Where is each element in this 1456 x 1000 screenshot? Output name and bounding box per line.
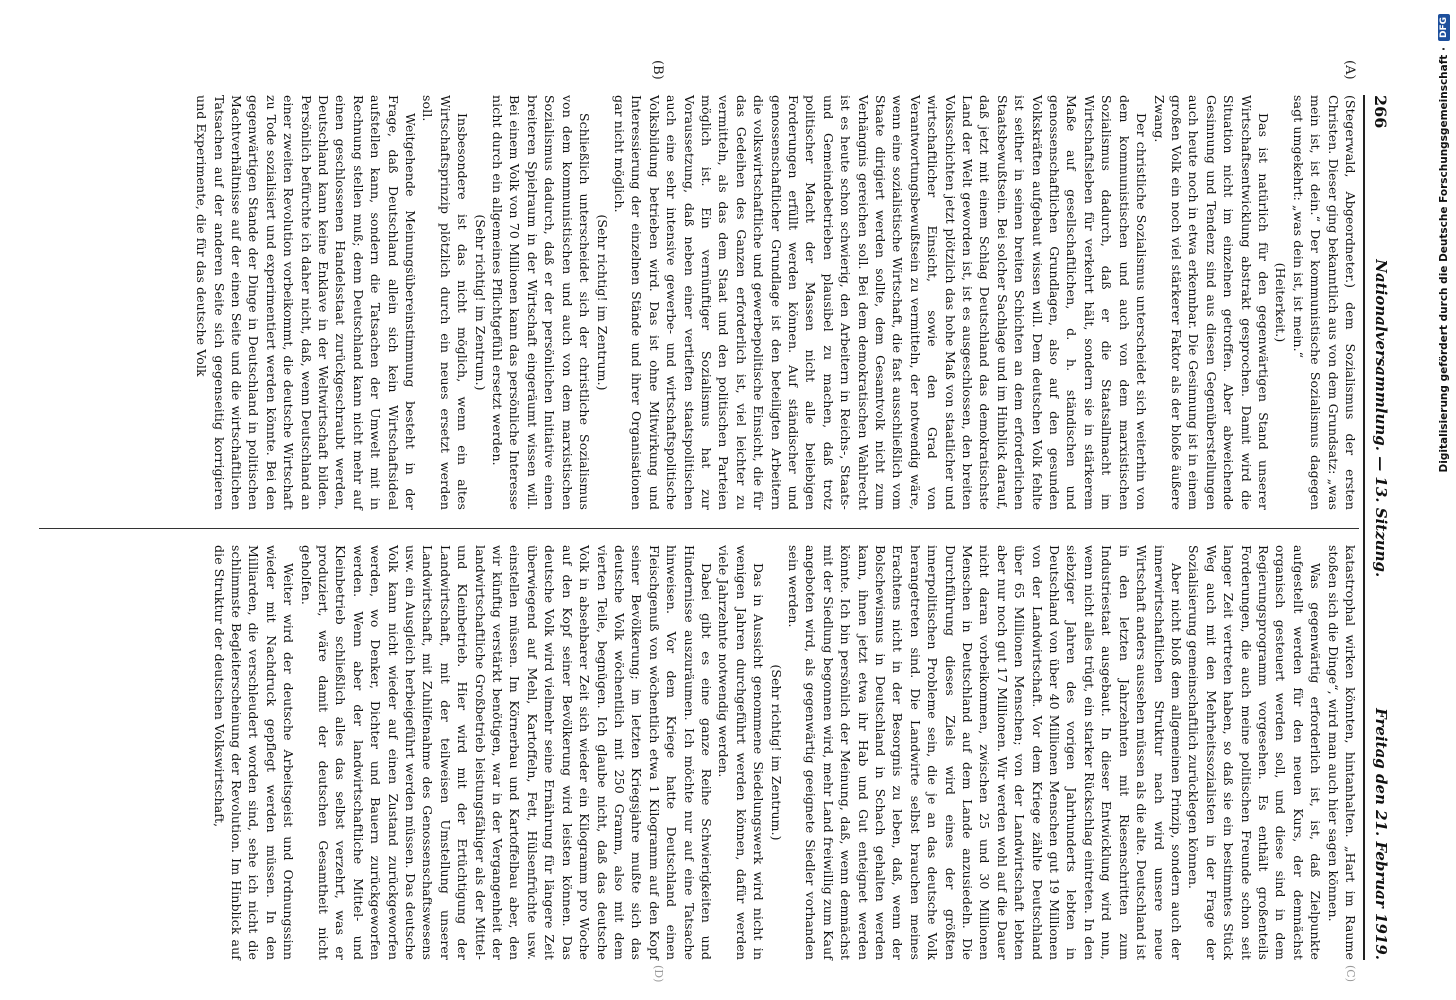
- paragraph: (Stegerwald, Abgeordneter.) dem Sozialismus der ersten Christen. Dieser ging bekanntlich aus von dem Grundsatz: „was mein ist, ist dein.“ Der kommunistische Sozialismus dagegen sagt umgekehrt: „was dein ist, ist mein.“: [1290, 95, 1358, 510]
- paragraph: Dabei gibt es eine ganze Reihe Schwierigkeiten und Hindernisse auszuräumen. Ich möchte nur auf eine Tatsache hinweisen. Vor dem Kriege hatte Deutschland einen Fleischgenuß von wöchentlich etwa 1 Kilogramm auf den Kopf seiner Bevölkerung; im letzten Kriegsjahre mußte sich das deutsche Volk wöchentlich mit 250 Gramm, also mit dem vierten Teile, begnügen. Ich glaube nicht, daß das deutsche Volk in absehbarer Zeit sich wieder ein Kilogramm pro Woche auf den Kopf seiner Bevölkerung wird leisten können. Das deutsche Volk wird vielmehr seine Ernährung für längere Zeit überwiegend auf Mehl, Kartoffeln, Fett, Hülsenfrüchte usw. einstellen müssen. Im Körnerbau und Kartoffelbau aber, den wir künftig verstärkt benötigen, war in der Vergangenheit der landwirtschaftliche Großbetrieb leistungsfähiger als der Mittel- und Kleinbetrieb. Hier wird mit der Ertüchtigung der Landwirtschaft, mit der teilweisen Umstellung unserer Landwirtschaft, mit Zuhilfenahme des Genossenschaftswesens usw. ein Ausgleich herbeigeführt werden müssen. Das deutsche Volk kann nicht wieder auf einen Zustand zurückgeworfen werden, wo Denker, Dichter und Bauern zurückgeworfen werden. Wenn aber der landwirtschaftliche Mittel- und Kleinbetrieb schließlich alles das selbst verzehrt, was er produziert, wäre damit der deutschen Gesamtheit nicht geholfen.: [298, 545, 714, 960]
- paragraph: (Sehr richtig! im Zentrum.): [472, 214, 488, 391]
- paragraph: Der christliche Sozialismus unterscheidet sich weiterhin von dem kommunistischen und auch von dem marxistischen Sozialismus dadurch, daß er die Staatsallmacht im Wirtschaftsleben für verkehrt hält, sondern sie in stärkerem Maße auf gesellschaftlichen, d. h. ständischen und genossenschaftlichen Grundlagen, also auf den gesunden Volkskräften aufgebaut wissen will. Dem deutschen Volk fehlte ist seither in seinen breiten Schichten an dem erforderlichen Staatsbewußtsein. Bei solcher Sachlage und im Hinblick darauf, daß jetzt mit einem Schlag Deutschland das demokratischste Land der Welt geworden ist, ist es ausgeschlossen, den breiten Volksschichten jetzt plötzlich das hohe Maß von staatlicher und wirtschaftlicher Einsicht, sowie den Grad von Verantwortungsbewußtsein zu vermitteln, der notwendig wäre, wenn eine sozialistische Wirtschaft, die fast ausschließlich vom Staate dirigiert werden sollte, dem Gesamtvolk nicht zum Verhängnis gereichen soll. Bei dem demokratischen Wahlrecht ist es heute schon schwierig, den Arbeitern in Reichs-, Staats- und Gemeindebetrieben plausibel zu machen, daß trotz politischer Macht der Massen nicht alle beliebigen Forderungen erfüllt werden können. Auf ständischer und genossenschaftlicher Grundlage ist den beteiligten Arbeitern die volkswirtschaftliche und gewerbepolitische Einsicht, die für das Gedeihen des Ganzen erforderlich ist, viel leichter zu vermitteln, als das dem Staat und den politischen Parteien möglich ist. Ein vernünftiger Sozialismus hat zur Voraussetzung, daß neben einer vertieften staatspolitischen auch eine sehr intensive gewerbe- und wirtschaftspolitische Volksbildung betrieben wird. Das ist ohne Mitwirkung und Interessierung der einzelnen Stände und ihrer Organisationen gar nicht möglich.: [611, 95, 1150, 510]
- paragraph: Insbesondere ist das nicht möglich, wenn ein altes Wirtschaftsprinzip plötzlich durch ein neues ersetzt werden soll.: [420, 95, 471, 510]
- paragraph: Was gegenwärtig erforderlich ist, ist, daß Zielpunkte aufgestellt werden für den neuen Kurs, der demnächst organisch gesteuert werden soll, und diese sind in dem Regierungsprogramm vorgesehen. Es enthält großenteils Forderungen, die auch meine politischen Freunde schon seit langer Zeit vertreten haben, so daß sie ein bestimmtes Stück Weg auch mit den Mehrheitssozialisten in der Frage der Sozialisierung gemeinschaftlich zurücklegen können.: [1186, 545, 1324, 960]
- dfg-logo: DFG: [1438, 14, 1450, 41]
- column-divider: [39, 528, 1359, 529]
- paragraph: katastrophal wirken könnten, hintanhalten. „Hart im Raume stoßen sich die Dinge“, wird man auch hier sagen können.: [1325, 545, 1358, 960]
- paragraph: Schließlich unterscheidet sich der christliche Sozialismus von dem kommunistischen und auch von dem marxistischen Sozialismus dadurch, daß er der persönlichen Initiative einen breiteren Spielraum in der Wirtschaft eingeräumt wissen will. Bei einem Volk von 70 Millionen kann das persönliche Interesse nicht durch ein allgemeines Pflichtgefühl ersetzt werden.: [490, 95, 593, 510]
- session-date: Freitag den 21. Februar 1919.: [1372, 708, 1390, 960]
- paragraph: Das in Aussicht genommene Siedelungswerk wird nicht in wenigen Jahren durchgeführt werden können, dafür werden viele Jahrzehnte notwendig werden.: [716, 545, 767, 960]
- margin-mark-a: (A): [1342, 60, 1357, 80]
- digitization-credit: Digitalisierung gefördert durch die Deutsche Forschungsgemeinschaft ·: [1438, 47, 1450, 473]
- page-header: [1363, 95, 1397, 960]
- digitization-sidebar: [1410, 0, 1450, 1000]
- left-text-column: [193, 95, 1359, 510]
- document-page: [5, 0, 1405, 1000]
- paragraph: Weitgehende Meinungsübereinstimmung besteht in der Frage, daß Deutschland allein sich kein Wirtschaftsideal aufstellen kann, sondern die Tatsachen der Umwelt mit in Rechnung stellen muß; denn Deutschland kann nicht mehr auf einen geschlossenen Handelsstaat zurückgeschraubt werden, Deutschland kann keine Enklave in der Weltwirtschaft bilden. Persönlich befürchte ich daher nicht, daß, wenn Deutschland an einer zweiten Revolution vorbeikommt, die deutsche Wirtschaft zu Tode sozialisiert und experimentiert werden könnte. Bei den gegenwärtigen Stande der Dinge in Deutschland in politischen Machtverhältnisse auf der einen Seite und die wirtschaftlichen Tatsachen auf der anderen Seite sich gegenseitig korrigieren und Experimente, die für das deutsche Volk: [194, 95, 419, 510]
- margin-mark-b: (B): [650, 60, 665, 80]
- paragraph: (Sehr richtig! im Zentrum.): [768, 664, 784, 841]
- paragraph: Das ist natürlich für den gegenwärtigen Stand unserer Wirtschaftsentwicklung abstrakt gesprochen. Damit wird die Situation nicht im einzelnen getroffen. Aber abweichende Gesinnung und Tendenz sind aus diesen Gegenüberstellungen auch heute noch in etwa erkennbar. Die Gesinnung ist in einem großen Volk ein noch viel stärkerer Faktor als der bloße äußere Zwang.: [1151, 95, 1271, 510]
- margin-mark-c: (C): [1344, 965, 1357, 982]
- paragraph: (Heiterkeit.): [1273, 262, 1289, 343]
- session-title: Nationalversammlung. — 13. Sitzung.: [1372, 259, 1390, 578]
- margin-mark-d: (D): [652, 965, 665, 983]
- paragraph: (Sehr richtig! im Zentrum.): [594, 214, 610, 391]
- right-text-column: [210, 545, 1359, 960]
- paragraph: Weiter wird der deutsche Arbeitsgeist und Ordnungssinn wieder mit Nachdruck gepflegt werden müssen. In den Milliarden, die verschleudert worden sind, sehe ich nicht die schlimmste Begleiterscheinung der Revolution. Im Hinblick auf die Struktur der deutschen Volkswirtschaft,: [211, 545, 297, 960]
- page-number: 266: [1371, 95, 1391, 129]
- paragraph: Aber nicht bloß dem allgemeinen Prinzip, sondern auch der innerwirtschaftlichen Struktur nach wird unsere neue Wirtschaft anders aussehen müssen als die alte. Deutschland ist in den letzten Jahrzehnten mit Riesenschritten zum Industriestaat ausgebaut. In dieser Entwicklung wird nun, wenn nicht alles trügt, ein starker Rückschlag eintreten. In den siebziger Jahren des vorigen Jahrhunderts lebten in Deutschland von über 40 Millionen Menschen gut 19 Millionen von der Landwirtschaft. Vor dem Kriege zählte Deutschland über 65 Millionen Menschen; von der Landwirtschaft lebten aber nur noch gut 17 Millionen. Wir werden wohl auf die Dauer nicht daran vorbeikommen, zwischen 25 und 30 Millionen Menschen in Deutschland auf dem Lande anzusiedeln. Die Durchführung dieses Ziels wird eines der größten innerpolitischen Probleme sein, die je an das deutsche Volk herangetreten sind. Die Landwirte selbst brauchen meines Erachtens nicht in der Besorgnis zu leben, daß, wenn der Bolschewismus in Deutschland in Schach gehalten werden kann, ihnen jetzt etwa ihr Hab und Gut enteignet werden könnte. Ich bin persönlich der Meinung, daß, wenn demnächst mit der Siedlung begonnen wird, mehr Land freiwillig zum Kauf angeboten wird, als gegenwärtig geeignete Siedler vorhanden sein werden.: [786, 545, 1184, 960]
